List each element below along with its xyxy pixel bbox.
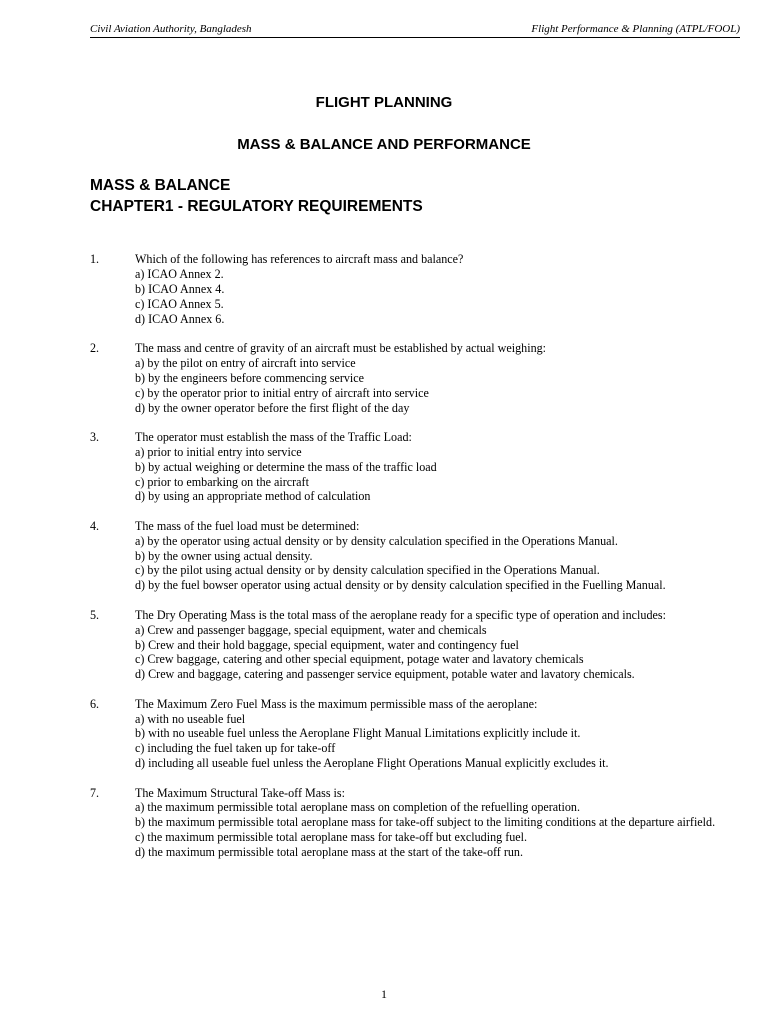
answer-option: a) the maximum permissible total aeroplane mass on completion of the refuelling operation.: [135, 800, 580, 815]
question-body: [135, 786, 730, 861]
question-item: [90, 786, 730, 861]
answer-option: c) ICAO Annex 5.: [135, 296, 224, 311]
answer-option: d) ICAO Annex 6.: [135, 311, 225, 326]
page-header: [90, 23, 740, 38]
question-text: Which of the following has references to aircraft mass and balance?: [135, 252, 464, 266]
question-text: The operator must establish the mass of the Traffic Load:: [135, 429, 412, 444]
question-list: [90, 252, 730, 874]
answer-option: c) by the pilot using actual density or by density calculation specified in the Operations Manual.: [135, 563, 600, 578]
answer-option: d) the maximum permissible total aeroplane mass at the start of the take-off run.: [135, 845, 524, 860]
question-text: The Maximum Zero Fuel Mass is the maximum permissible mass of the aeroplane:: [135, 696, 538, 711]
answer-option: b) by the engineers before commencing service: [135, 370, 365, 385]
answer-option: c) the maximum permissible total aeroplane mass for take-off but excluding fuel.: [135, 830, 528, 845]
answer-option: b) by actual weighing or determine the mass of the traffic load: [135, 459, 437, 474]
section-heading: MASS & BALANCE: [90, 177, 231, 194]
header-right-text: Flight Performance & Planning (ATPL/FOOL): [531, 23, 740, 35]
question-item: [90, 519, 730, 594]
sub-title: MASS & BALANCE AND PERFORMANCE: [237, 136, 531, 153]
header-left-text: Civil Aviation Authority, Bangladesh: [90, 23, 252, 35]
question-item: [90, 608, 730, 683]
answer-option: a) by the pilot on entry of aircraft into service: [135, 355, 356, 370]
question-number: 2.: [90, 340, 100, 355]
answer-option: b) the maximum permissible total aeroplane mass for take-off subject to the limiting conditions at the departure airfield.: [135, 815, 716, 830]
answer-option: b) Crew and their hold baggage, special equipment, water and contingency fuel: [135, 637, 519, 652]
answer-option: a) with no useable fuel: [135, 711, 246, 726]
question-number: 4.: [90, 518, 100, 533]
question-text: The Dry Operating Mass is the total mass of the aeroplane ready for a specific type of operation and includes:: [135, 607, 666, 622]
question-text: The mass and centre of gravity of an aircraft must be established by actual weighing:: [135, 340, 547, 355]
answer-option: a) by the operator using actual density or by density calculation specified in the Operations Manual.: [135, 533, 618, 548]
question-text: The mass of the fuel load must be determined:: [135, 518, 360, 533]
question-body: [135, 430, 730, 505]
question-number: 3.: [90, 429, 100, 444]
answer-option: d) by the fuel bowser operator using actual density or by density calculation specified in the Fuelling Manual.: [135, 578, 666, 593]
answer-option: b) ICAO Annex 4.: [135, 281, 225, 296]
question-number: 1.: [90, 252, 100, 266]
question-number: 7.: [90, 785, 100, 800]
question-item: [90, 697, 730, 772]
answer-option: d) including all useable fuel unless the Aeroplane Flight Operations Manual explicitly excludes it.: [135, 756, 609, 771]
answer-option: a) ICAO Annex 2.: [135, 266, 224, 281]
answer-option: a) Crew and passenger baggage, special equipment, water and chemicals: [135, 622, 487, 637]
answer-option: a) prior to initial entry into service: [135, 444, 302, 459]
answer-option: b) with no useable fuel unless the Aeroplane Flight Manual Limitations explicitly include it.: [135, 726, 581, 741]
question-body: [135, 697, 730, 772]
question-item: [90, 430, 730, 505]
question-text: The Maximum Structural Take-off Mass is:: [135, 785, 345, 800]
question-body: [135, 252, 730, 327]
question-body: [135, 341, 730, 416]
answer-option: c) prior to embarking on the aircraft: [135, 474, 309, 489]
question-item: [90, 252, 730, 327]
question-item: [90, 341, 730, 416]
answer-option: d) Crew and baggage, catering and passenger service equipment, potable water and lavatory chemicals.: [135, 667, 635, 682]
question-number: 5.: [90, 607, 100, 622]
answer-option: c) Crew baggage, catering and other special equipment, potage water and lavatory chemicals: [135, 652, 584, 667]
question-number: 6.: [90, 696, 100, 711]
answer-option: d) by using an appropriate method of calculation: [135, 489, 371, 504]
answer-option: b) by the owner using actual density.: [135, 548, 313, 563]
question-body: [135, 519, 730, 594]
answer-option: c) by the operator prior to initial entry of aircraft into service: [135, 385, 429, 400]
chapter-heading: CHAPTER1 - REGULATORY REQUIREMENTS: [90, 198, 423, 215]
page-number: 1: [381, 987, 387, 1001]
answer-option: c) including the fuel taken up for take-off: [135, 741, 336, 756]
main-title: FLIGHT PLANNING: [315, 94, 453, 111]
answer-option: d) by the owner operator before the first flight of the day: [135, 400, 410, 415]
question-body: [135, 608, 730, 683]
